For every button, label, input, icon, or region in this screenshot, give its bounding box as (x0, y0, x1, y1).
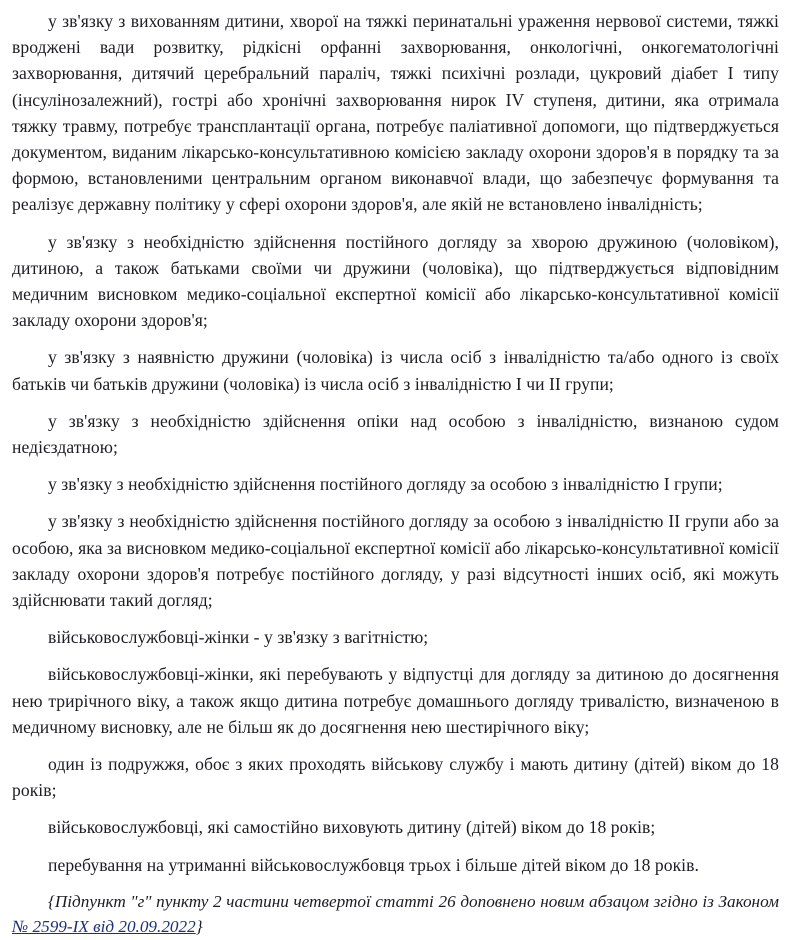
paragraph-guardianship-incapacitated: у зв'язку з необхідністю здійснення опіки над особою з інвалідністю, визнаною судом недієздатною; (12, 410, 779, 458)
paragraph-servicewomen-childcare-leave: військовослужбовці-жінки, які перебувають у відпустці для догляду за дитиною до досягнення нею трирічного віку, а також якщо дитина потребує домашнього догляду тривалістю, визначеною в медичному висновку, але не більш як до досягнення нею шестирічного віку; (12, 664, 779, 737)
paragraph-three-or-more-children: перебування на утриманні військовослужбовця трьох і більше дітей віком до 18 років. (48, 854, 699, 875)
paragraph-care-disability-group-2: у зв'язку з необхідністю здійснення постійного догляду за особою з інвалідністю II групи або за особою, яка за висновком медико-соціальної експертної комісії або лікарсько-консультативної комісії закладу охорони здоров'я потребує постійного догляду, у разі відсутності інших осіб, які можуть здійснювати такий догляд; (12, 511, 779, 611)
paragraph-care-disability-group-1: у зв'язку з необхідністю здійснення постійного догляду за особою з інвалідністю I групи; (48, 474, 723, 495)
paragraph-child-care-illness: у зв'язку з вихованням дитини, хворої на тяжкі перинатальні ураження нервової системи, тяжкі вроджені вади розвитку, рідкісні орфанні захворювання, онкологічні, онкогематологічні захворювання, дитячий церебральний параліч, тяжкі психічні розлади, цукровий діабет I типу (інсулінозалежний), гострі або хронічні захворювання нирок IV ступеня, дитини, яка отримала тяжку травму, потребує трансплантації органа, потребує паліативної допомоги, що підтверджується документом, виданим лікарсько-консультативною комісією закладу охорони здоров'я в порядку та за формою, встановленими центральним органом виконавчої влади, що забезпечує формування та реалізує державну політику у сфері охорони здоров'я, але якій не встановлено інвалідність; (12, 11, 779, 215)
paragraph-single-parent-servicemember: військовослужбовці, які самостійно виховують дитину (дітей) віком до 18 років; (48, 817, 656, 838)
amendment-law-link[interactable]: № 2599-IX від 20.09.2022 (12, 917, 196, 937)
paragraph-care-sick-spouse: у зв'язку з необхідністю здійснення постійного догляду за хворою дружиною (чоловіком), дитиною, а також батьками своїми чи дружини (чоловіка), що підтверджується відповідним медичним висновком медико-соціальної експертної комісії або лікарсько-консультативної комісії закладу охорони здоров'я; (12, 231, 779, 331)
paragraph-disabled-spouse-parents: у зв'язку з наявністю дружини (чоловіка) із числа осіб з інвалідністю та/або одного із своїх батьків чи батьків дружини (чоловіка) із числа осіб з інвалідністю I чи II групи; (12, 347, 779, 394)
paragraph-servicewomen-pregnancy: військовослужбовці-жінки - у зв'язку з вагітністю; (48, 627, 429, 648)
paragraph-both-spouses-serving: один із подружжя, обоє з яких проходять військову службу і мають дитину (дітей) віком до 18 років; (12, 754, 779, 801)
amendment-note-prefix: {Підпункт "г" пункту 2 частини четвертої статті 26 доповнено новим абзацом згідно із Законом (48, 891, 779, 911)
amendment-note-suffix: } (195, 917, 203, 937)
amendment-note (12, 889, 779, 940)
